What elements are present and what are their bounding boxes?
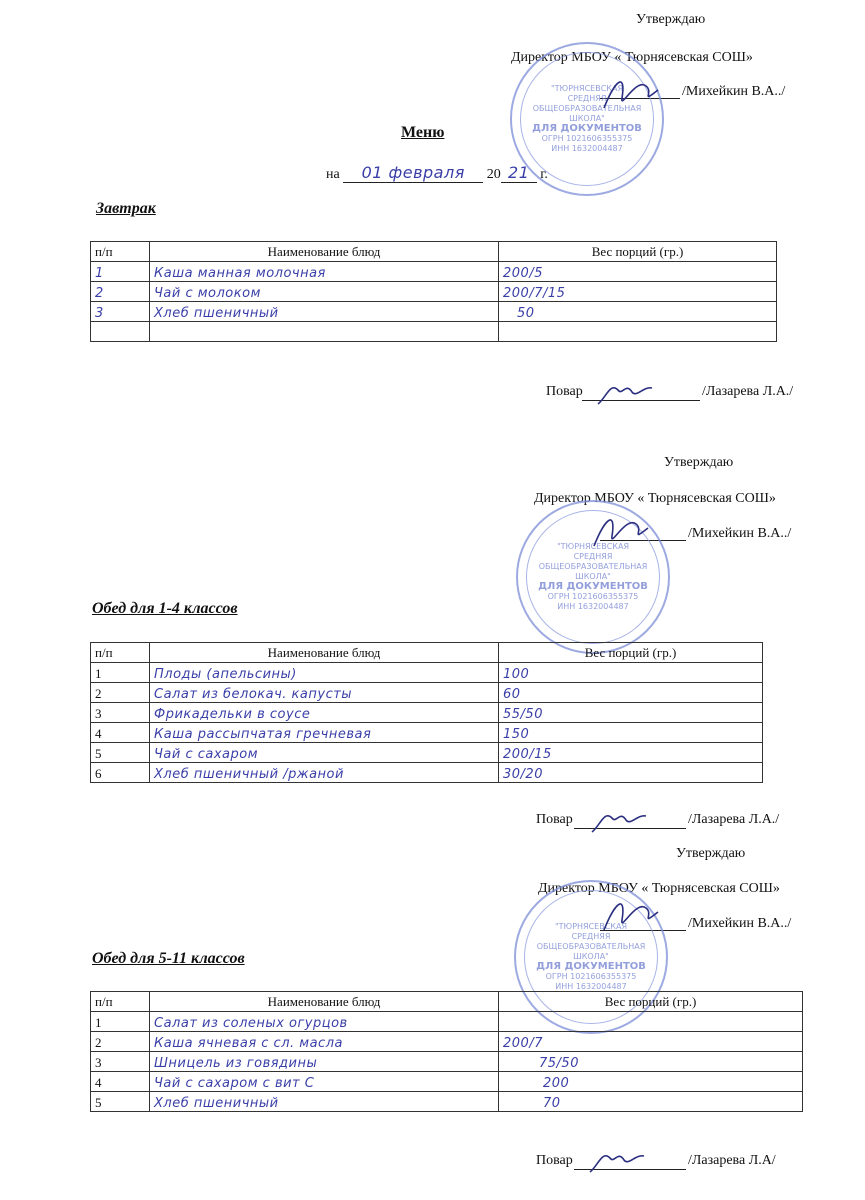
- dish-name: Хлеб пшеничный /ржаной: [150, 763, 499, 783]
- cook-name: /Лазарева Л.А./: [702, 384, 794, 399]
- row-number: [91, 322, 150, 342]
- dish-name: Салат из белокач. капусты: [150, 683, 499, 703]
- dish-weight: 200/5: [499, 262, 777, 282]
- dish-name: Хлеб пшеничный: [150, 1092, 499, 1112]
- column-header: Вес порций (гр.): [499, 242, 777, 262]
- row-number: 5: [91, 743, 150, 763]
- date-year-prefix: 20: [486, 167, 501, 182]
- dish-name: Каша рассыпчатая гречневая: [150, 723, 499, 743]
- table-row: [91, 763, 763, 783]
- dish-weight: 100: [499, 663, 763, 683]
- dish-weight: 200/15: [499, 743, 763, 763]
- stamp-line: ИНН 1632004487: [557, 602, 629, 611]
- row-number: 6: [91, 763, 150, 783]
- row-number: 1: [91, 262, 150, 282]
- date-day-month: 01 февраля: [343, 163, 483, 183]
- dish-weight: 30/20: [499, 763, 763, 783]
- stamp-line: ИНН 1632004487: [555, 982, 627, 991]
- director-signature: [596, 68, 666, 114]
- stamp-line: ОГРН 1021606355375: [547, 592, 639, 601]
- dish-name: Каша ячневая с сл. масла: [150, 1032, 499, 1052]
- dish-weight: 50: [499, 302, 777, 322]
- section-title: Обед для 1-4 классов: [92, 600, 238, 617]
- dish-name: [150, 322, 499, 342]
- stamp-line: СРЕДНЯЯ: [573, 552, 613, 561]
- table-row: [91, 322, 777, 342]
- column-header: п/п: [91, 242, 150, 262]
- director-name: /Михейкин В.А../: [688, 526, 792, 541]
- column-header: Наименование блюд: [150, 242, 499, 262]
- cook-name: /Лазарева Л.А/: [688, 1153, 776, 1168]
- table-row: [91, 1032, 803, 1052]
- stamp-line: "ТЮРНЯСЕВСКАЯ: [550, 84, 624, 93]
- date-suffix: г.: [540, 167, 548, 182]
- director-label: Директор МБОУ « Тюрнясевская СОШ»: [511, 50, 753, 65]
- dish-name: Хлеб пшеничный: [150, 302, 499, 322]
- dish-weight: 200: [499, 1072, 803, 1092]
- stamp-line: СРЕДНЯЯ: [567, 94, 607, 103]
- column-header: Вес порций (гр.): [499, 643, 763, 663]
- table-row: [91, 1052, 803, 1072]
- row-number: 4: [91, 1072, 150, 1092]
- stamp-line: ОБЩЕОБРАЗОВАТЕЛЬНАЯ: [538, 562, 648, 571]
- table-header-row: [91, 242, 777, 262]
- date-line: [326, 163, 548, 183]
- director-signature: [586, 506, 656, 552]
- director-name: /Михейкин В.А../: [682, 84, 786, 99]
- table-header-row: [91, 992, 803, 1012]
- approve-label: Утверждаю: [664, 455, 734, 470]
- row-number: 3: [91, 703, 150, 723]
- row-number: 1: [91, 663, 150, 683]
- dish-weight: 60: [499, 683, 763, 703]
- dish-weight: 55/50: [499, 703, 763, 723]
- stamp-line: СРЕДНЯЯ: [571, 932, 611, 941]
- cook-label: Повар: [536, 812, 573, 827]
- approve-label: Утверждаю: [636, 12, 706, 27]
- table-row: [91, 282, 777, 302]
- column-header: Наименование блюд: [150, 992, 499, 1012]
- dish-name: Шницель из говядины: [150, 1052, 499, 1072]
- row-number: 3: [91, 302, 150, 322]
- cook-label: Повар: [536, 1153, 573, 1168]
- cook-signature: [590, 806, 650, 836]
- row-number: 4: [91, 723, 150, 743]
- table-row: [91, 663, 763, 683]
- dish-weight: 200/7: [499, 1032, 803, 1052]
- table-row: [91, 683, 763, 703]
- stamp-text: [538, 542, 648, 612]
- menu-table: [90, 642, 763, 783]
- dish-name: Чай с сахаром: [150, 743, 499, 763]
- date-prefix: на: [326, 167, 340, 182]
- dish-weight: 150: [499, 723, 763, 743]
- director-signature: [596, 890, 666, 936]
- stamp-line: ДЛЯ ДОКУМЕНТОВ: [532, 123, 642, 134]
- table-row: [91, 703, 763, 723]
- table-row: [91, 1012, 803, 1032]
- director-name: /Михейкин В.А../: [688, 916, 792, 931]
- menu-table: [90, 991, 803, 1112]
- table-row: [91, 1072, 803, 1092]
- dish-name: Плоды (апельсины): [150, 663, 499, 683]
- dish-name: Фрикадельки в соусе: [150, 703, 499, 723]
- table-row: [91, 302, 777, 322]
- approve-label: Утверждаю: [676, 846, 746, 861]
- stamp-line: ШКОЛА": [573, 952, 609, 961]
- stamp-line: ШКОЛА": [569, 114, 605, 123]
- table-row: [91, 1092, 803, 1112]
- page-heading: Меню: [401, 124, 445, 141]
- menu-table: [90, 241, 777, 342]
- table-row: [91, 743, 763, 763]
- table-row: [91, 262, 777, 282]
- stamp-line: ДЛЯ ДОКУМЕНТОВ: [538, 581, 648, 592]
- director-label: Директор МБОУ « Тюрнясевская СОШ»: [538, 881, 780, 896]
- cook-label: Повар: [546, 384, 583, 399]
- stamp-line: ИНН 1632004487: [551, 144, 623, 153]
- table-header-row: [91, 643, 763, 663]
- date-year: 21: [501, 163, 537, 183]
- row-number: 3: [91, 1052, 150, 1072]
- stamp-line: ШКОЛА": [575, 572, 611, 581]
- dish-name: Чай с молоком: [150, 282, 499, 302]
- cook-signature: [588, 1146, 648, 1176]
- stamp-line: "ТЮРНЯСЕВСКАЯ: [556, 542, 630, 551]
- dish-weight: 70: [499, 1092, 803, 1112]
- table-row: [91, 723, 763, 743]
- dish-weight: 200/7/15: [499, 282, 777, 302]
- stamp-line: ОБЩЕОБРАЗОВАТЕЛЬНАЯ: [532, 104, 642, 113]
- dish-name: Салат из соленых огурцов: [150, 1012, 499, 1032]
- column-header: Вес порций (гр.): [499, 992, 803, 1012]
- stamp-line: "ТЮРНЯСЕВСКАЯ: [554, 922, 628, 931]
- stamp-line: ОБЩЕОБРАЗОВАТЕЛЬНАЯ: [536, 942, 646, 951]
- row-number: 2: [91, 683, 150, 703]
- cook-name: /Лазарева Л.А./: [688, 812, 780, 827]
- stamp-line: ОГРН 1021606355375: [545, 972, 637, 981]
- section-title: Обед для 5-11 классов: [92, 950, 245, 967]
- dish-weight: 75/50: [499, 1052, 803, 1072]
- dish-weight: [499, 322, 777, 342]
- row-number: 1: [91, 1012, 150, 1032]
- stamp-line: ОГРН 1021606355375: [541, 134, 633, 143]
- column-header: Наименование блюд: [150, 643, 499, 663]
- dish-name: Чай с сахаром с вит С: [150, 1072, 499, 1092]
- stamp-line: ДЛЯ ДОКУМЕНТОВ: [536, 961, 646, 972]
- row-number: 2: [91, 282, 150, 302]
- dish-name: Каша манная молочная: [150, 262, 499, 282]
- director-label: Директор МБОУ « Тюрнясевская СОШ»: [534, 491, 776, 506]
- section-title: Завтрак: [96, 200, 156, 217]
- dish-weight: [499, 1012, 803, 1032]
- cook-signature: [596, 378, 656, 408]
- row-number: 5: [91, 1092, 150, 1112]
- row-number: 2: [91, 1032, 150, 1052]
- column-header: п/п: [91, 643, 150, 663]
- column-header: п/п: [91, 992, 150, 1012]
